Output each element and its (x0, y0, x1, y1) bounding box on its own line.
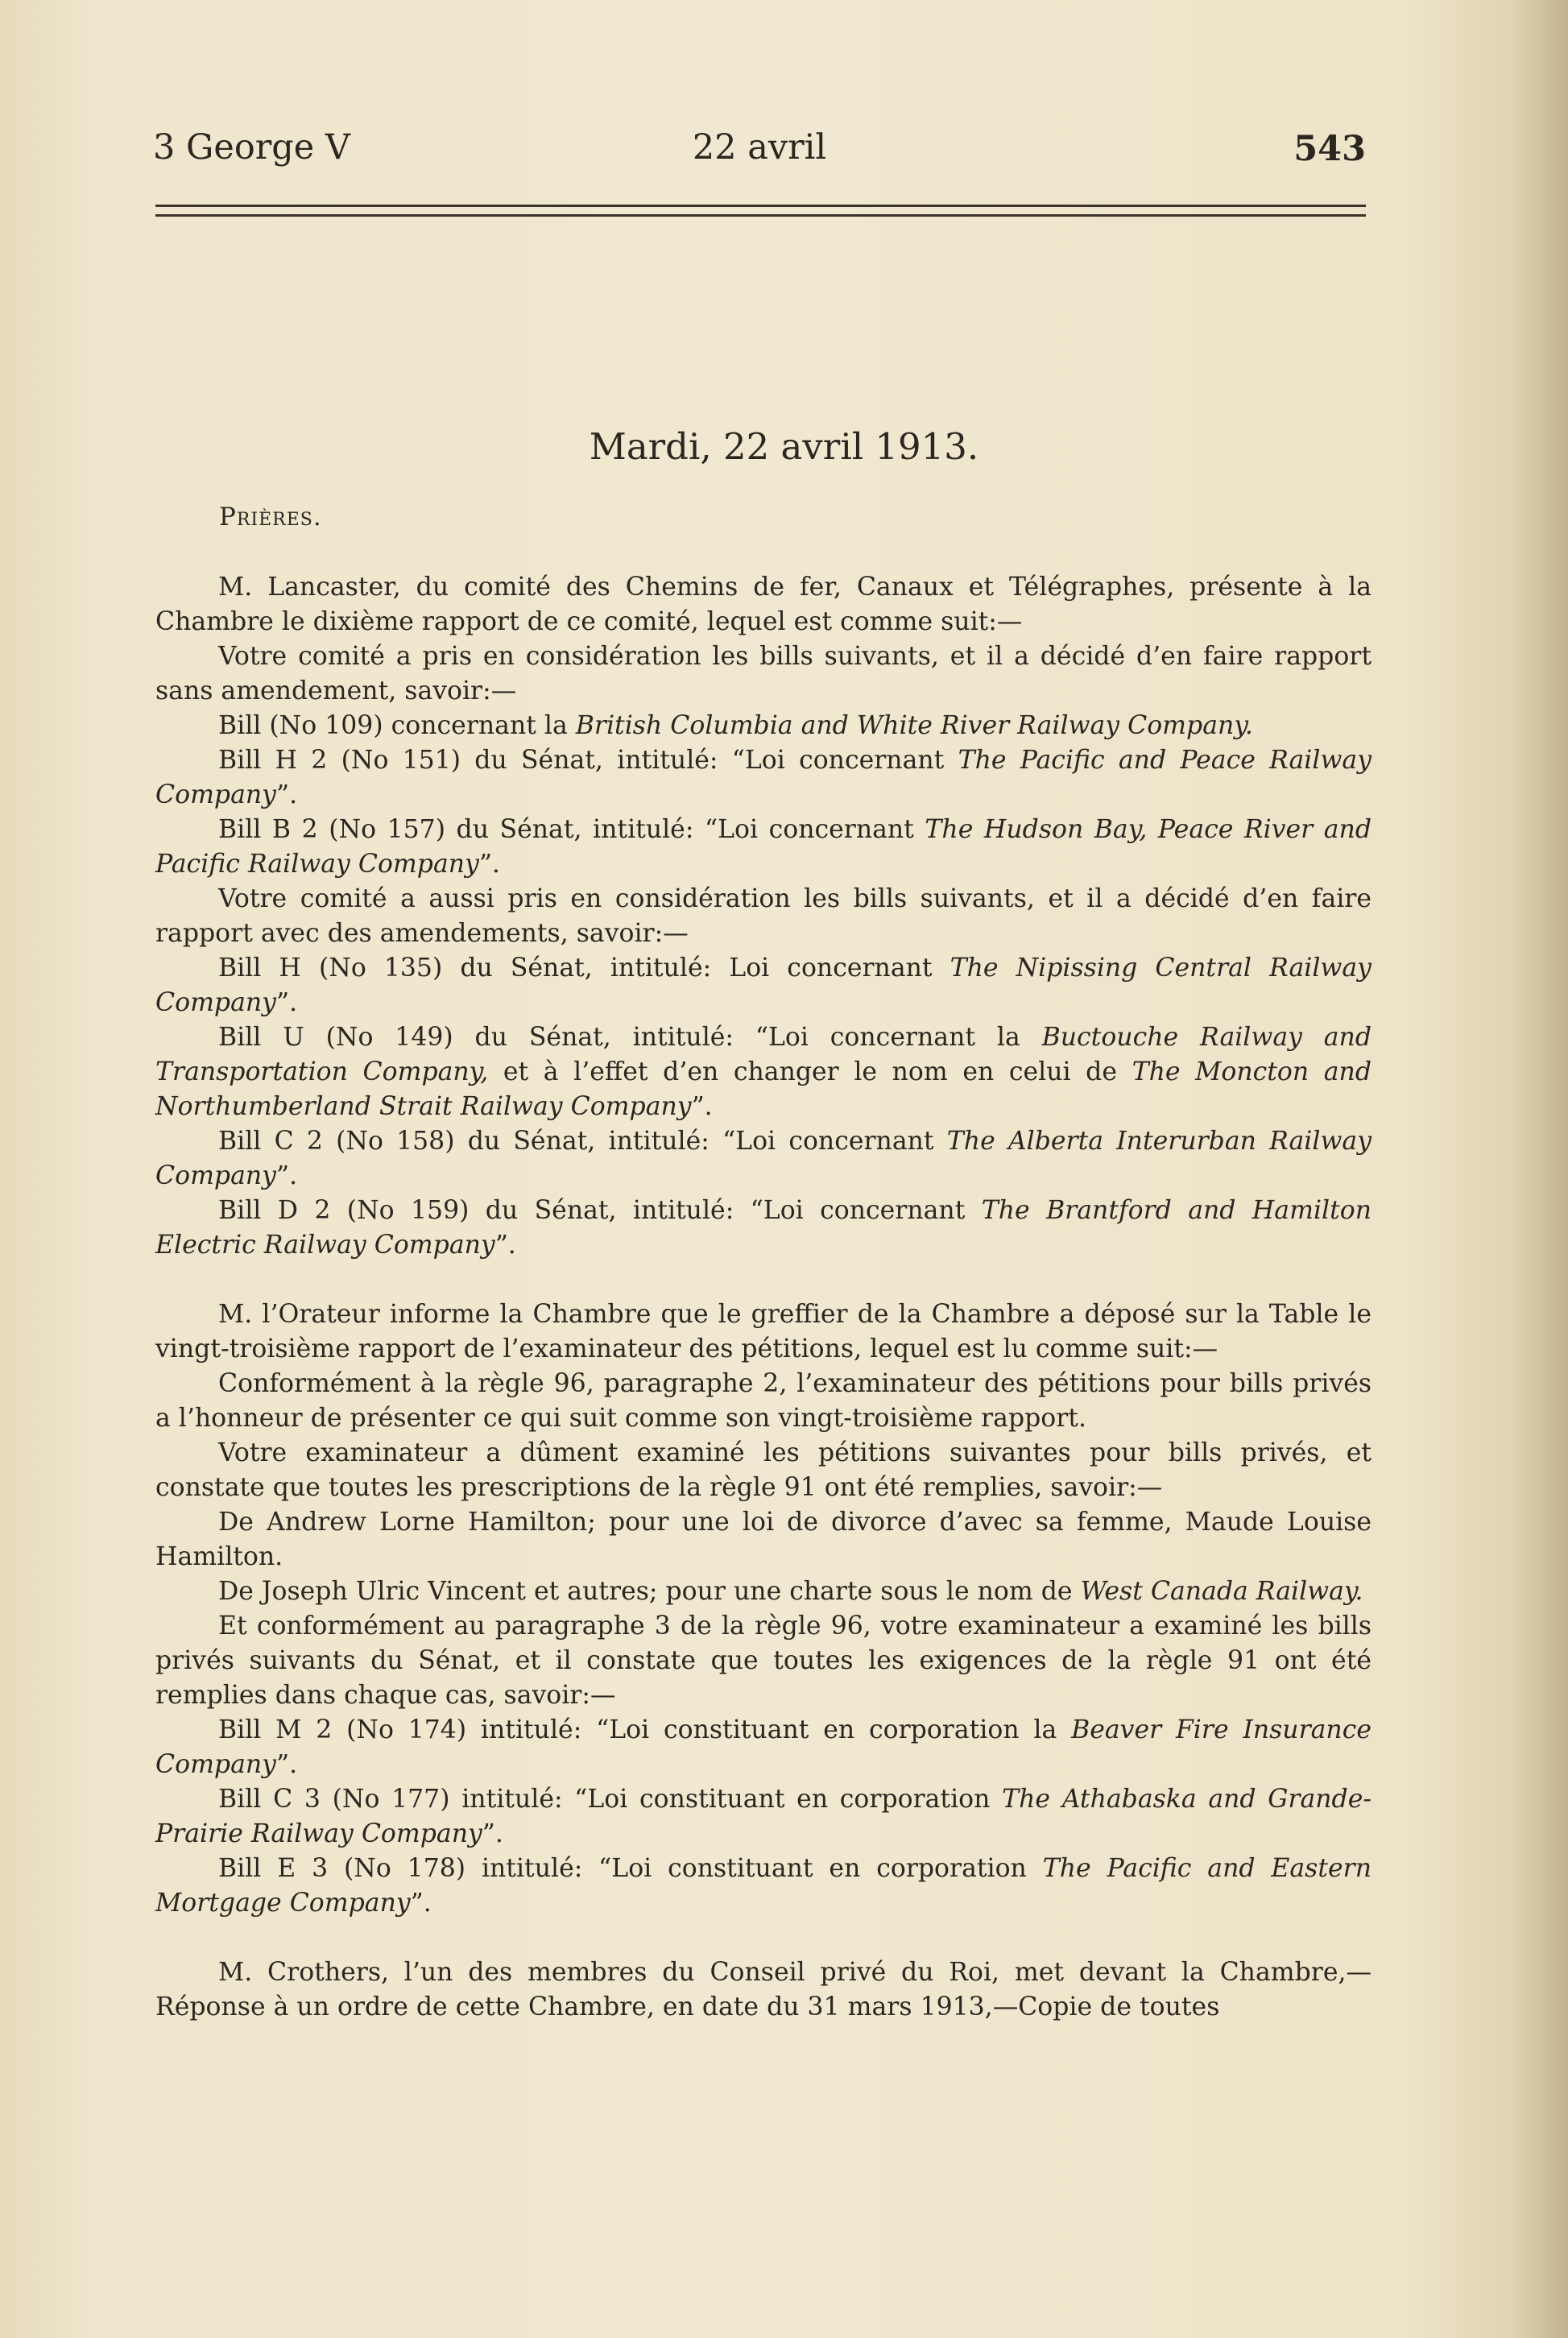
paragraph-text: Bill D 2 (No 159) du Sénat, intitulé: “Loi concernant (218, 1196, 982, 1225)
body-paragraph (155, 1194, 1371, 1263)
body-paragraph (155, 1297, 1371, 1367)
body-paragraph (155, 1020, 1371, 1124)
prayers-heading: Prières. (219, 503, 322, 532)
paragraph-text: Bill B 2 (No 157) du Sénat, intitulé: “Loi concernant (218, 815, 925, 844)
page-number: 543 (1293, 129, 1366, 169)
paragraph-text: Bill H 2 (No 151) du Sénat, intitulé: “Loi concernant (218, 746, 958, 775)
paragraph-text: ”. (275, 1750, 298, 1779)
paragraph-text: Bill H (No 135) du Sénat, intitulé: Loi concernant (218, 954, 950, 983)
paragraph-text: De Andrew Lorne Hamilton; pour une loi de divorce d’avec sa femme, Maude Louise Hamilton. (155, 1508, 1371, 1571)
header-rule-top (155, 205, 1366, 207)
page-edge-shadow (1512, 0, 1568, 2338)
journal-body (155, 570, 1371, 2025)
italic-name-text: West Canada Railway. (1080, 1577, 1363, 1606)
sitting-date-heading: Mardi, 22 avril 1913. (589, 425, 979, 468)
running-head (153, 127, 1366, 176)
paragraph-text: Votre comité a pris en considération les bills suivants, et il a décidé d’en faire rapport sans amendement, savoir:— (155, 642, 1371, 706)
paragraph-text: De Joseph Ulric Vincent et autres; pour une charte sous le nom de (218, 1577, 1081, 1606)
paragraph-text: Conformément à la règle 96, paragraphe 2, l’examinateur des pétitions pour bills privés a l’honneur de présenter ce qui suit comme son vingt-troisième rapport. (155, 1369, 1371, 1433)
italic-name-text: The Pacific and Peace Railway Company (155, 746, 1371, 809)
body-paragraph (155, 1367, 1371, 1436)
italic-name-text: Beaver Fire Insurance Company (155, 1715, 1371, 1779)
body-paragraph (155, 639, 1371, 709)
italic-name-text: The Nipissing Central Railway Company (155, 954, 1371, 1017)
paragraph-text: Votre examinateur a dûment examiné les pétitions suivantes pour bills privés, et constate que toutes les prescriptions de la règle 91 ont été remplies, savoir:— (155, 1438, 1371, 1502)
italic-name-text: British Columbia and White River Railway Company. (575, 711, 1253, 740)
paragraph-text: ”. (478, 850, 500, 879)
italic-name-text: The Hudson Bay, Peace River and Pacific Railway Company (155, 815, 1371, 879)
italic-name-text: Buctouche Railway and Transportation Company, (155, 1023, 1371, 1086)
italic-name-text: The Pacific and Eastern Mortgage Company (155, 1854, 1371, 1918)
paragraph-text: Bill C 3 (No 177) intitulé: “Loi constituant en corporation (218, 1785, 1003, 1814)
body-paragraph (155, 743, 1371, 813)
body-paragraph (155, 709, 1371, 743)
body-paragraph (155, 570, 1371, 639)
paragraph-text: Bill U (No 149) du Sénat, intitulé: “Loi concernant la (218, 1023, 1042, 1052)
body-paragraph (155, 1713, 1371, 1782)
paragraph-text: ”. (482, 1819, 503, 1848)
body-paragraph (155, 1782, 1371, 1852)
paragraph-text: ”. (275, 1161, 298, 1190)
body-paragraph (155, 1852, 1371, 1921)
paragraph-text: ”. (275, 780, 298, 809)
paragraph-text: ”. (691, 1092, 713, 1121)
header-date: 22 avril (692, 127, 827, 168)
paragraph-text: Bill M 2 (No 174) intitulé: “Loi constituant en corporation la (218, 1715, 1072, 1744)
italic-name-text: The Brantford and Hamilton Electric Railway Company (155, 1196, 1372, 1260)
paragraph-text: M. Crothers, l’un des membres du Conseil privé du Roi, met devant la Chambre,—Réponse à un ordre de cette Chambre, en date du 31 mars 1913,—Copie de toutes (155, 1958, 1371, 2021)
body-paragraph (155, 882, 1371, 951)
body-paragraph (155, 951, 1371, 1020)
body-paragraph (155, 813, 1371, 882)
body-paragraph (155, 1575, 1371, 1609)
body-paragraph (155, 1505, 1371, 1575)
italic-name-text: The Athabaska and Grande-Prairie Railway Company (155, 1785, 1371, 1848)
paragraph-text: Bill C 2 (No 158) du Sénat, intitulé: “Loi concernant (218, 1127, 947, 1156)
paragraph-text: ”. (494, 1231, 516, 1260)
paragraph-text: Bill E 3 (No 178) intitulé: “Loi constituant en corporation (218, 1854, 1043, 1883)
paragraph-text: ”. (275, 988, 298, 1017)
paragraph-text: Et conformément au paragraphe 3 de la règle 96, votre examinateur a examiné les bills privés suivants du Sénat, et il constate que toutes les exigences de la règle 91 ont été remplies dans chaque cas, savoir:— (155, 1612, 1371, 1710)
paragraph-text: Votre comité a aussi pris en considération les bills suivants, et il a décidé d’en faire rapport avec des amendements, savoir:— (155, 884, 1371, 948)
body-paragraph (155, 1124, 1371, 1194)
paragraph-text: M. Lancaster, du comité des Chemins de fer, Canaux et Télégraphes, présente à la Chambre le dixième rapport de ce comité, lequel est comme suit:— (155, 573, 1371, 636)
italic-name-text: The Moncton and Northumberland Strait Railway Company (155, 1057, 1372, 1121)
paragraph-text: et à l’effet d’en changer le nom en celui de (488, 1057, 1132, 1086)
paragraph-text: Bill (No 109) concernant la (218, 711, 576, 740)
body-paragraph (155, 1955, 1371, 2025)
body-paragraph (155, 1609, 1371, 1713)
paragraph-text: M. l’Orateur informe la Chambre que le greffier de la Chambre a déposé sur la Table le vingt-troisième rapport de l’examinateur des pétitions, lequel est lu comme suit:— (155, 1300, 1371, 1363)
body-paragraph (155, 1436, 1371, 1505)
italic-name-text: The Alberta Interurban Railway Company (155, 1127, 1371, 1190)
paragraph-text: ”. (410, 1889, 432, 1918)
header-regnal-year: 3 George V (153, 127, 350, 168)
header-rule-bottom (155, 214, 1366, 217)
